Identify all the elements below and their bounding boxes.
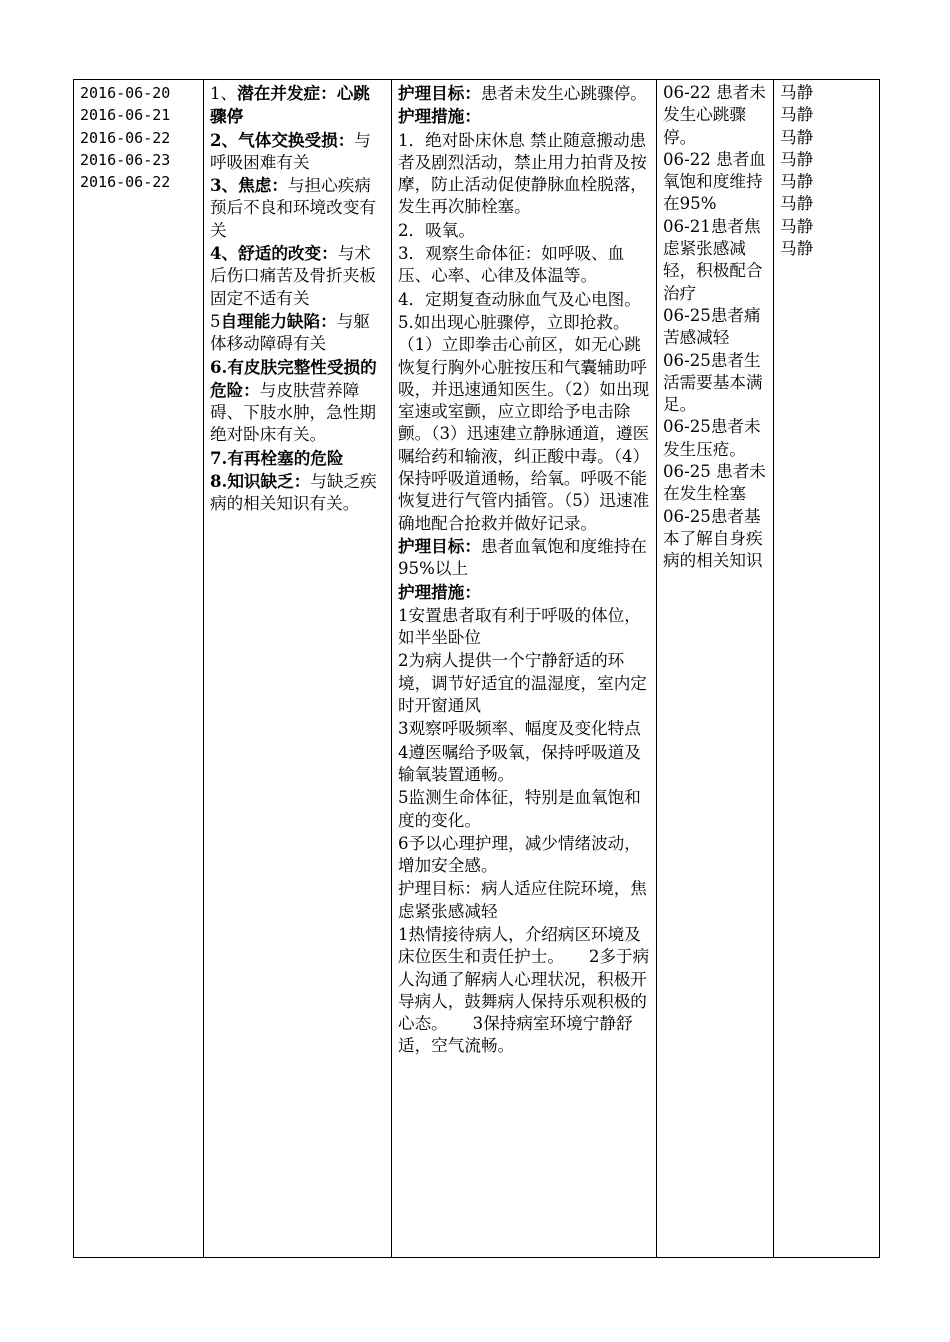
date-entry: 2016-06-22 (80, 128, 171, 147)
evaluation-item: 06-25 患者未在发生栓塞 (663, 462, 766, 504)
measure-item: 2为病人提供一个宁静舒适的环境，调节好适宜的温湿度，室内定时开窗通风 (398, 651, 647, 716)
evaluation-item: 06-22 患者血氧饱和度维持在95% (663, 149, 766, 214)
measures-cell (392, 80, 657, 1258)
nurse-name: 马静 (780, 194, 814, 214)
measure-item: 4．定期复查动脉血气及心电图。 (398, 289, 641, 309)
measure-item: 1安置患者取有利于呼吸的体位，如半坐卧位 (398, 605, 641, 648)
measure-item: 护理措施： (398, 106, 481, 127)
nurse-name: 马静 (780, 149, 814, 169)
measure-item: 1热情接待病人，介绍病区环境及床位医生和责任护士。 2多于病人沟通了解病人心理状况，积极开导病人，鼓舞病人保持乐观积极的心态。 3保持病室环境宁静舒适，空气流畅。 (398, 924, 650, 1056)
date-cell (74, 80, 204, 1258)
nurse-name: 马静 (780, 105, 814, 125)
diagnosis-item: 2、气体交换受损：与呼吸困难有关 (210, 129, 371, 172)
nurse-name: 马静 (780, 172, 814, 192)
evaluation-item: 06-25患者痛苦感减轻 (663, 305, 761, 348)
measure-item: 3观察呼吸频率、幅度及变化特点 (398, 719, 641, 739)
diagnosis-item: 5自理能力缺陷：与躯体移动障碍有关 (210, 310, 370, 354)
date-entry: 2016-06-21 (80, 106, 171, 125)
evaluation-item: 06-25患者生活需要基本满足。 (663, 350, 763, 415)
table-row (74, 80, 880, 1258)
evaluation-cell (657, 80, 774, 1258)
evaluation-item: 06-21患者焦虑紧张感减轻，积极配合治疗 (663, 216, 763, 303)
nurse-name: 马静 (780, 127, 814, 147)
measure-item: 6予以心理护理，减少情绪波动，增加安全感。 (398, 833, 641, 876)
nurse-name: 马静 (780, 83, 814, 102)
measure-item: 3．观察生命体征：如呼吸、血压、心率、心律及体温等。 (398, 244, 625, 286)
diagnosis-item: 3、焦虑：与担心疾病预后不良和环境改变有关 (210, 175, 376, 240)
diagnosis-item: 6.有皮肤完整性受损的危险：与皮肤营养障碍、下肢水肿，急性期绝对卧床有关。 (210, 356, 377, 445)
evaluation-item: 06-25患者未发生压疮。 (663, 417, 761, 459)
measure-item: 护理措施： (398, 581, 481, 602)
measure-item: 护理目标：病人适应住院环境，焦虑紧张感减轻 (398, 879, 647, 921)
nurse-signature-cell (774, 80, 880, 1258)
diagnosis-item: 1、潜在并发症：心跳骤停 (210, 83, 370, 127)
nursing-care-plan-table (73, 79, 880, 1258)
date-entry: 2016-06-22 (80, 173, 171, 192)
measure-item: 1．绝对卧床休息 禁止随意搬动患者及剧烈活动，禁止用力拍背及按摩，防止活动促使静脉血栓脱落，发生再次肺栓塞。 (398, 130, 647, 217)
measure-item: 护理目标：患者血氧饱和度维持在95%以上 (398, 535, 647, 579)
diagnosis-item: 7.有再栓塞的危险 (210, 447, 344, 468)
measure-item: 4遵医嘱给予吸氧，保持呼吸道及输氧装置通畅。 (398, 742, 641, 784)
nurse-name: 马静 (780, 239, 814, 259)
measure-item: 护理目标：患者未发生心跳骤停。 (398, 83, 647, 103)
evaluation-item: 06-22 患者未发生心跳骤停。 (663, 83, 766, 147)
date-entry: 2016-06-20 (80, 84, 171, 102)
measure-item: 5.如出现心脏骤停，立即抢救。（1）立即拳击心前区，如无心跳恢复行胸外心脏按压和气囊辅助呼吸，并迅速通知医生。（2）如出现室速或室颤，应立即给予电击除颤。（3）迅速建立静脉通道，遵医嘱给药和输液，纠正酸中毒。（4）保持呼吸道通畅，给氧。呼吸不能恢复进行气管内插管。（5）迅速准确地配合抢救并做好记录。 (398, 312, 650, 533)
diagnosis-item: 4、舒适的改变：与术后伤口痛苦及骨折夹板固定不适有关 (210, 243, 376, 308)
measure-item: 5监测生命体征，特别是血氧饱和度的变化。 (398, 788, 641, 830)
diagnosis-cell (204, 80, 392, 1258)
nurse-name: 马静 (780, 216, 814, 236)
evaluation-item: 06-25患者基本了解自身疾病的相关知识 (663, 506, 763, 571)
date-entry: 2016-06-23 (80, 150, 171, 169)
diagnosis-item: 8.知识缺乏：与缺乏疾病的相关知识有关。 (210, 471, 377, 514)
measure-item: 2．吸氧。 (398, 220, 475, 240)
